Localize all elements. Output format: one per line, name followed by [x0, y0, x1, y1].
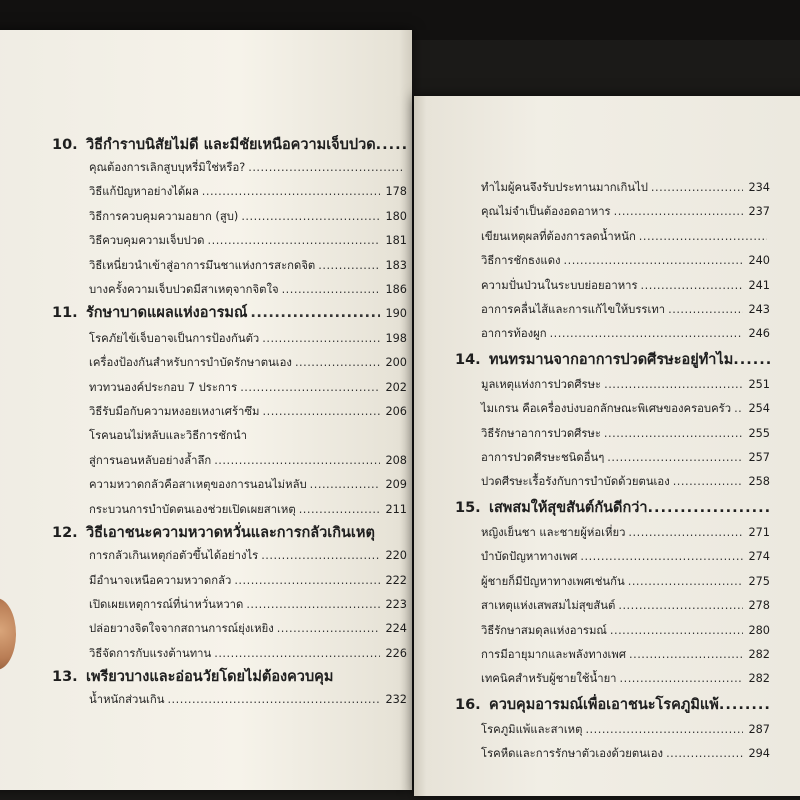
page-number: 237 — [748, 205, 770, 219]
chapter-heading — [52, 302, 407, 326]
left-toc — [52, 134, 407, 713]
entry-text: สู่การนอนหลับอย่างล้ำลึก — [89, 453, 212, 467]
entry-text: คุณไม่จำเป็นต้องอดอาหาร — [481, 205, 611, 219]
right-toc — [455, 176, 770, 767]
toc-entry — [52, 180, 407, 204]
toc-entry — [455, 521, 770, 545]
dot-leader — [620, 667, 743, 691]
page-number: 224 — [385, 622, 407, 636]
page-number: 202 — [385, 380, 407, 394]
page-number: 258 — [748, 475, 770, 489]
toc-entry — [455, 470, 770, 494]
page-number: 274 — [748, 550, 770, 564]
toc-entry — [455, 594, 770, 618]
chapter-number: 11. — [52, 305, 78, 322]
page-number: 183 — [385, 258, 407, 272]
page-number: 275 — [748, 574, 770, 588]
toc-entry — [52, 156, 407, 180]
dot-leader — [628, 570, 743, 594]
entry-text: ปล่อยวางจิตใจจากสถานการณ์ยุ่งเหยิง — [89, 622, 274, 636]
toc-entry — [455, 545, 770, 569]
chapter-heading — [455, 694, 770, 716]
toc-entry — [455, 446, 770, 470]
chapter-number: 16. — [455, 696, 481, 713]
dot-leader — [262, 327, 380, 351]
page-number: 222 — [385, 573, 407, 587]
page-number: 246 — [748, 327, 770, 341]
entry-text: วิธีแก้ปัญหาอย่างได้ผล — [89, 185, 199, 199]
entry-text: มีอำนาจเหนือความหวาดกลัว — [89, 573, 232, 587]
page-number: 251 — [748, 377, 770, 391]
entry-text: วิธีการชักธงแดง — [481, 254, 561, 268]
toc-entry — [52, 254, 407, 278]
entry-text: วิธีจัดการกับแรงต้านทาน — [89, 646, 212, 660]
chapter-title: เสพสมให้สุขสันต์กันดีกว่า — [489, 499, 648, 516]
dot-leader — [719, 694, 770, 716]
toc-entry — [52, 205, 407, 229]
page-number: 180 — [385, 209, 407, 223]
dot-leader — [580, 545, 743, 569]
page-number: 200 — [385, 356, 407, 370]
entry-text: วิธีการควบคุมความอยาก (สูบ) — [89, 209, 239, 223]
chapter-heading-inner — [52, 302, 383, 324]
entry-text: วิธีรับมือกับความหงอยเหงาเศร้าซึม — [89, 405, 260, 419]
dot-leader — [376, 134, 407, 156]
toc-entry — [52, 351, 407, 375]
page-number: 234 — [748, 181, 770, 194]
chapter-title: เพรียวบางและอ่อนวัยโดยไม่ต้องควบคุม — [86, 669, 334, 686]
toc-entry — [455, 322, 770, 346]
dot-leader — [282, 278, 380, 302]
entry-text: ทำไมผู้คนจึงรับประทานมากเกินไป — [481, 181, 648, 194]
toc-entry — [52, 400, 407, 424]
entry-text: บำบัดปัญหาทางเพศ — [481, 550, 578, 564]
dot-leader — [277, 617, 380, 641]
dot-leader — [618, 594, 743, 618]
entry-text: วิธีรักษาสมดุลแห่งอารมณ์ — [481, 623, 607, 637]
toc-entry — [455, 570, 770, 594]
toc-entry — [455, 718, 770, 742]
dot-leader — [648, 497, 770, 519]
page-number: 257 — [748, 451, 770, 465]
toc-entry — [455, 422, 770, 446]
toc-entry — [52, 642, 407, 666]
toc-entry — [455, 619, 770, 643]
page-number: 178 — [385, 185, 407, 199]
entry-text: ปวดศีรษะเรื้อรังกับการบำบัดด้วยตนเอง — [481, 475, 670, 489]
toc-entry — [455, 176, 770, 200]
dot-leader — [250, 302, 380, 324]
entry-text: เทคนิคสำหรับผู้ชายใช้น้ำยา — [481, 672, 617, 686]
page-number: 226 — [385, 646, 407, 660]
toc-entry — [52, 473, 407, 497]
dot-leader — [208, 229, 380, 253]
toc-entry — [52, 617, 407, 641]
dot-leader — [610, 619, 743, 643]
entry-text: อาการท้องผูก — [481, 327, 547, 341]
toc-entry — [455, 667, 770, 691]
dot-leader — [585, 718, 743, 742]
toc-entry — [455, 225, 770, 249]
entry-text: โรคภัยไข้เจ็บอาจเป็นการป้องกันตัว — [89, 331, 260, 345]
page-number: 208 — [385, 453, 407, 467]
dot-leader — [318, 254, 380, 278]
entry-text: ไมเกรน คือเครื่องบ่งบอกลักษณะพิเศษของครอบครัว — [481, 402, 732, 416]
chapter-heading — [455, 497, 770, 519]
chapter-title: ทนทรมานจากอาการปวดศีรษะอยู่ทำไม — [489, 351, 734, 368]
chapter-number: 15. — [455, 499, 481, 516]
toc-entry — [52, 376, 407, 400]
chapter-heading — [52, 134, 407, 156]
dot-leader — [614, 200, 743, 224]
toc-entry — [52, 688, 407, 712]
page-number: 255 — [748, 426, 770, 440]
entry-text: อาการปวดศีรษะชนิดอื่นๆ — [481, 451, 605, 465]
dot-leader — [734, 397, 743, 421]
toc-entry — [52, 544, 407, 568]
toc-entry — [455, 742, 770, 766]
dot-leader — [299, 498, 380, 522]
page-number: 254 — [748, 402, 770, 416]
dot-leader — [167, 688, 380, 712]
entry-text: การมีอายุมากและพลังทางเพศ — [481, 647, 627, 661]
entry-text: วิธีเหนี่ยวนำเข้าสู่อาการมึนชาแห่งการสะกดจิต — [89, 258, 316, 272]
entry-text: อาการคลื่นไส้และการแก้ไขให้บรรเทา — [481, 303, 666, 317]
page-number: 186 — [385, 283, 407, 297]
toc-entry — [455, 298, 770, 322]
entry-text: วิธีรักษาอาการปวดศีรษะ — [481, 426, 601, 440]
page-number: 294 — [748, 747, 770, 761]
entry-text: น้ำหนักส่วนเกิน — [89, 693, 165, 707]
chapter-title: รักษาบาดแผลแห่งอารมณ์ — [86, 305, 248, 322]
page-number: 232 — [385, 693, 407, 707]
page-number: 206 — [385, 405, 407, 419]
dot-leader — [666, 742, 743, 766]
dot-leader — [629, 643, 743, 667]
page-number: 271 — [748, 525, 770, 539]
toc-entry — [455, 643, 770, 667]
dot-leader — [261, 544, 380, 568]
page-number: 220 — [385, 549, 407, 563]
toc-entry — [52, 278, 407, 302]
toc-entry — [52, 593, 407, 617]
dot-leader — [295, 351, 380, 375]
chapter-title: วิธีกำราบนิสัยไม่ดี และมีชัยเหนือความเจ็บปวด — [86, 137, 376, 153]
entry-text: บางครั้งความเจ็บปวดมีสาเหตุจากจิตใจ — [89, 283, 279, 297]
dot-leader — [214, 449, 380, 473]
page-number: 282 — [748, 672, 770, 686]
entry-text: เขียนเหตุผลที่ต้องการลดน้ำหนัก — [481, 229, 636, 243]
dot-leader — [733, 349, 770, 371]
entry-text: การกลัวเกินเหตุก่อตัวขึ้นได้อย่างไร — [89, 549, 259, 563]
dot-leader — [639, 225, 767, 249]
page-number: 198 — [385, 331, 407, 345]
page-number: 223 — [385, 597, 407, 611]
dot-leader — [604, 422, 743, 446]
dot-leader — [214, 642, 380, 666]
page-number: 209 — [385, 478, 407, 492]
chapter-number: 10. — [52, 137, 78, 153]
toc-entry — [455, 200, 770, 224]
toc-entry — [52, 229, 407, 253]
chapter-number: 12. — [52, 525, 78, 542]
page-number: 181 — [385, 234, 407, 248]
chapter-title: ควบคุมอารมณ์เพื่อเอาชนะโรคภูมิแพ้ — [489, 696, 719, 713]
toc-entry — [455, 373, 770, 397]
page-number: 211 — [385, 502, 407, 516]
entry-text: ความหวาดกลัวคือสาเหตุของการนอนไม่หลับ — [89, 478, 307, 492]
toc-entry — [455, 274, 770, 298]
dot-leader — [240, 376, 380, 400]
dot-leader — [673, 470, 743, 494]
dot-leader — [202, 180, 380, 204]
dot-leader — [550, 322, 743, 346]
page-number: 282 — [748, 647, 770, 661]
page-number: 278 — [748, 599, 770, 613]
entry-text: โรคหืดและการรักษาตัวเองด้วยตนเอง — [481, 747, 664, 761]
dot-leader — [234, 569, 380, 593]
page-number: 280 — [748, 623, 770, 637]
entry-text: ความปั่นป่วนในระบบย่อยอาหาร — [481, 278, 638, 292]
dot-leader — [310, 473, 380, 497]
toc-entry — [52, 569, 407, 593]
dot-leader — [241, 205, 380, 229]
toc-entry — [52, 327, 407, 351]
page-number: 240 — [748, 254, 770, 268]
dot-leader — [248, 156, 404, 180]
entry-text: กระบวนการบำบัดตนเองช่วยเปิดเผยสาเหตุ — [89, 502, 296, 516]
toc-entry — [455, 397, 770, 421]
entry-text: วิธีควบคุมความเจ็บปวด — [89, 234, 205, 248]
chapter-heading — [455, 349, 770, 371]
toc-entry — [52, 498, 407, 522]
chapter-heading — [52, 666, 407, 688]
entry-text: เปิดเผยเหตุการณ์ที่น่าหวั่นหวาด — [89, 597, 244, 611]
entry-text: โรคนอนไม่หลับและวิธีการชักนำ — [89, 429, 247, 443]
page-number: 241 — [748, 278, 770, 292]
entry-text: มูลเหตุแห่งการปวดศีรษะ — [481, 377, 602, 391]
entry-text: เครื่องป้องกันสำหรับการบำบัดรักษาตนเอง — [89, 356, 292, 370]
entry-text: โรคภูมิแพ้และสาเหตุ — [481, 722, 583, 736]
chapter-number: 13. — [52, 669, 78, 686]
dot-leader — [263, 400, 380, 424]
toc-entry — [52, 449, 407, 473]
entry-text: คุณต้องการเลิกสูบบุหรี่มิใช่หรือ? — [89, 161, 246, 174]
dot-leader — [651, 176, 743, 200]
dot-leader — [607, 446, 743, 470]
dot-leader — [246, 593, 380, 617]
chapter-title: วิธีเอาชนะความหวาดหวั่นและการกลัวเกินเหตุ — [86, 525, 375, 542]
page-number: 190 — [385, 307, 407, 321]
entry-text: ผู้ชายก็มีปัญหาทางเพศเช่นกัน — [481, 574, 625, 588]
dot-leader — [628, 521, 743, 545]
toc-entry — [52, 424, 407, 448]
toc-entry — [455, 249, 770, 273]
entry-text: หญิงเย็นชา และชายผู้ห่อเหี่ยว — [481, 525, 626, 539]
page-number: 243 — [748, 303, 770, 317]
page-number: 287 — [748, 722, 770, 736]
dot-leader — [641, 274, 743, 298]
dot-leader — [668, 298, 743, 322]
dot-leader — [564, 249, 743, 273]
chapter-number: 14. — [455, 351, 481, 368]
entry-text: ทวทวนองค์ประกอบ 7 ประการ — [89, 380, 238, 394]
chapter-heading — [52, 522, 407, 544]
entry-text: สาเหตุแห่งเสพสมไม่สุขสันต์ — [481, 599, 616, 613]
dot-leader — [604, 373, 743, 397]
